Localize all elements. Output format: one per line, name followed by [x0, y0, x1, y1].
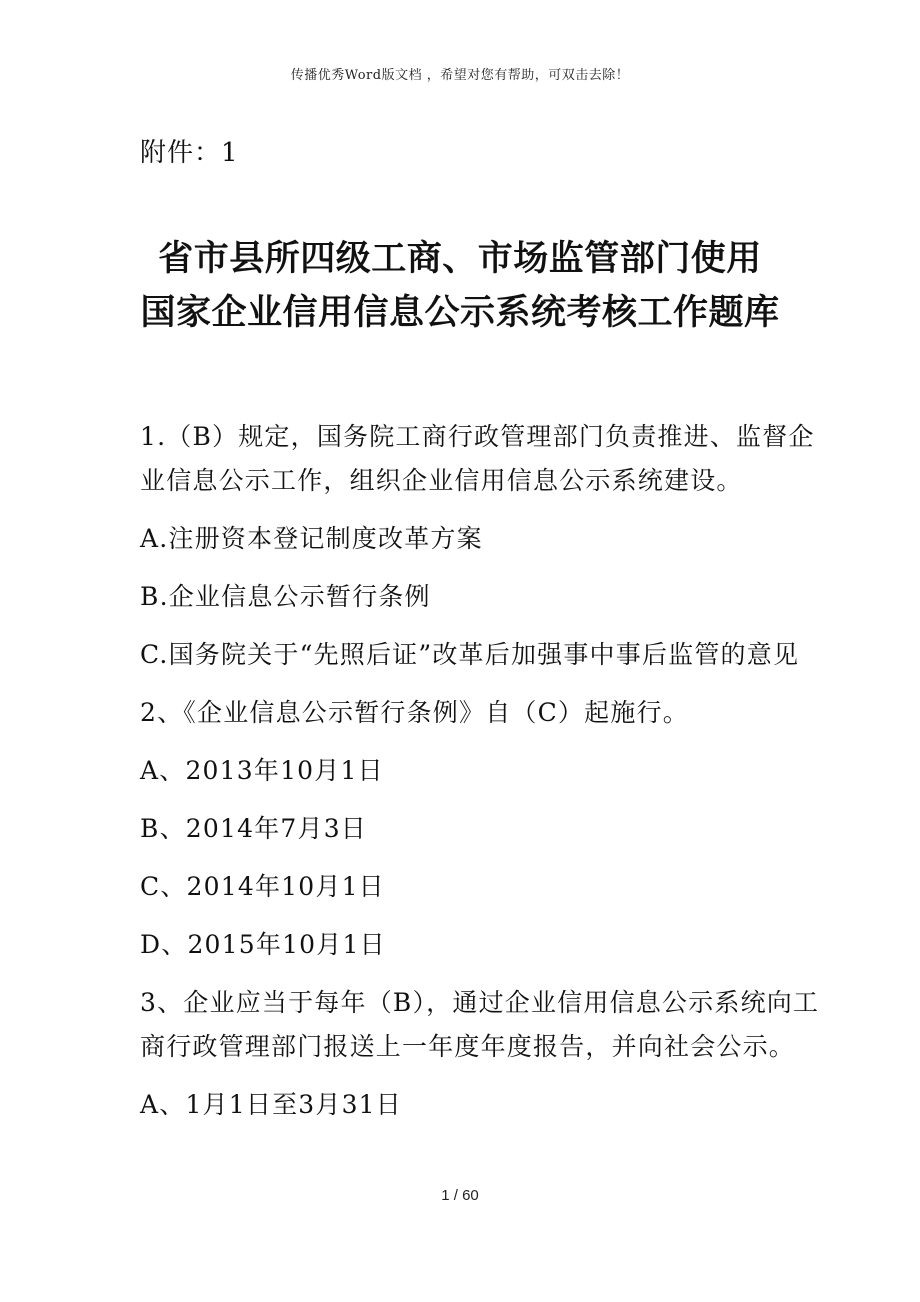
question-3-stem: [140, 981, 820, 1069]
question-1-option-c: C.国务院关于“先照后证”改革后加强事中事后监管的意见: [140, 640, 800, 669]
question-2-option-d: D、2015年10月1日: [140, 930, 386, 959]
title-line-2: 国家企业信用信息公示系统考核工作题库: [140, 293, 780, 333]
question-2-option-a: A、2013年10月1日: [140, 756, 384, 785]
question-2-option-c: C、2014年10月1日: [140, 872, 385, 901]
question-3-stem-line: 商行政管理部门报送上一年度年度报告，并向社会公示。: [140, 1032, 796, 1061]
question-1-option-b: B.企业信息公示暂行条例: [140, 582, 431, 611]
document-title: [0, 232, 920, 340]
question-1-stem-line: 业信息公示工作，组织企业信用信息公示系统建设。: [140, 466, 743, 495]
question-1-option-a: A.注册资本登记制度改革方案: [140, 524, 483, 553]
question-2-stem-line: 2、《企业信息公示暂行条例》自（C）起施行。: [140, 698, 689, 727]
question-list: [140, 415, 820, 1141]
question-3-stem-line: 3、企业应当于每年（B），通过企业信用信息公示系统向工: [140, 988, 820, 1017]
question-1-stem: [140, 415, 815, 503]
title-line-1: 省市县所四级工商、市场监管部门使用: [158, 239, 762, 279]
question-3-option-a: A、1月1日至3月31日: [140, 1090, 402, 1119]
header-note: 传播优秀Word版文档 ，希望对您有帮助，可双击去除！: [290, 68, 630, 83]
attachment-label: 附件：1: [140, 138, 239, 168]
page-number: 1 / 60: [441, 1187, 479, 1204]
question-2-option-b: B、2014年7月3日: [140, 814, 368, 843]
question-2-stem: [140, 691, 790, 735]
question-1-stem-line: 1.（B）规定，国务院工商行政管理部门负责推进、监督企: [140, 422, 815, 451]
